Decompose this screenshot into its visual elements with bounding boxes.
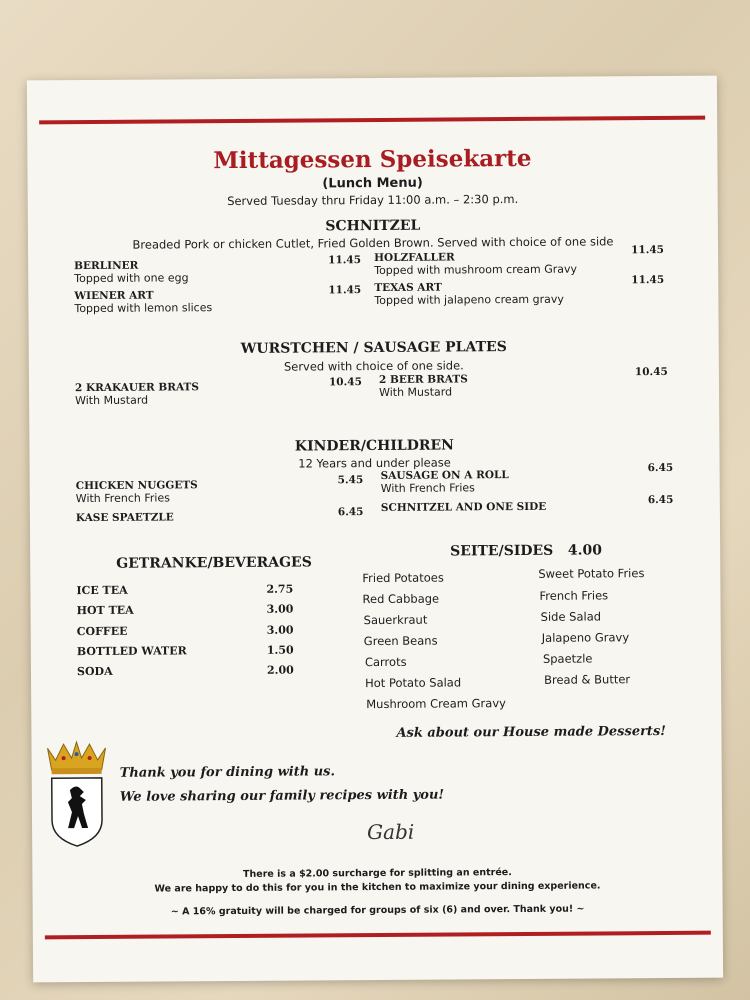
item-price: 10.45 — [634, 365, 668, 379]
gratuity-note: ~ A 16% gratuity will be charged for groups of six (6) and over. Thank you! ~ — [170, 903, 585, 918]
side-item: Green Beans — [363, 633, 438, 649]
menu-item: TEXAS ART Topped with jalapeno cream gravy — [374, 281, 564, 307]
item-price: 10.45 — [328, 376, 362, 389]
schnitzel-description: Breaded Pork or chicken Cutlet, Fried Golden Brown. Served with choice of one side — [132, 234, 614, 252]
schnitzel-heading: SCHNITZEL — [325, 217, 421, 235]
top-red-rule — [39, 116, 705, 125]
menu-item: KASE SPAETZLE — [75, 511, 174, 525]
sausage-description: Served with choice of one side. — [283, 358, 464, 374]
family-recipes-line: We love sharing our family recipes with you! — [119, 787, 445, 805]
beverage-row: HOT TEA 3.00 — [76, 602, 294, 618]
menu-item: SCHNITZEL AND ONE SIDE — [380, 500, 547, 514]
side-item: French Fries — [539, 588, 609, 603]
item-price: 6.45 — [337, 506, 364, 519]
beverage-row: SODA 2.00 — [76, 663, 294, 679]
sides-price: 4.00 — [567, 542, 603, 559]
item-price: 11.45 — [328, 284, 362, 297]
signature: Gabi — [367, 819, 415, 845]
menu-item: 2 BEER BRATS With Mustard — [378, 373, 468, 399]
menu-subtitle: (Lunch Menu) — [322, 175, 423, 192]
item-price: 6.45 — [647, 461, 674, 475]
side-item: Side Salad — [540, 609, 602, 624]
sides-heading: SEITE/SIDES 4.00 — [450, 542, 603, 560]
side-item: Fried Potatoes — [362, 570, 444, 586]
menu-title: Mittagessen Speisekarte — [213, 144, 532, 175]
kinder-description: 12 Years and under please — [298, 455, 451, 471]
beverage-row: ICE TEA 2.75 — [76, 582, 294, 598]
kinder-heading: KINDER/CHILDREN — [294, 437, 455, 455]
side-item: Mushroom Cream Gravy — [366, 696, 506, 712]
menu-item: 2 KRAKAUER BRATS With Mustard — [74, 381, 199, 408]
side-item: Carrots — [364, 654, 407, 670]
item-price: 5.45 — [337, 474, 364, 487]
kitchen-note: We are happy to do this for you in the kitchen to maximize your dining experience. — [154, 880, 601, 895]
desserts-note: Ask about our House made Desserts! — [396, 723, 667, 741]
menu-item: WIENER ART Topped with lemon slices — [74, 289, 213, 316]
beverage-row: BOTTLED WATER 1.50 — [76, 643, 294, 659]
menu-item: CHICKEN NUGGETS With French Fries — [75, 479, 198, 506]
side-item: Red Cabbage — [362, 591, 440, 607]
side-item: Sauerkraut — [363, 612, 428, 628]
item-price: 11.45 — [328, 254, 362, 267]
beverage-row: COFFEE 3.00 — [76, 623, 294, 639]
beverages-heading: GETRANKE/BEVERAGES — [116, 554, 312, 572]
serving-hours: Served Tuesday thru Friday 11:00 a.m. – 2:30 p.m. — [227, 191, 519, 209]
berlin-bear-crest-icon — [45, 740, 108, 850]
side-item: Bread & Butter — [544, 672, 631, 687]
menu-item: HOLZFALLER Topped with mushroom cream Gravy — [374, 251, 578, 277]
side-item: Sweet Potato Fries — [538, 566, 645, 581]
item-price: 11.45 — [631, 273, 665, 287]
menu-item: BERLINER Topped with one egg — [74, 259, 189, 286]
sausage-heading: WURSTCHEN / SAUSAGE PLATES — [240, 339, 507, 357]
item-price: 11.45 — [631, 243, 664, 257]
side-item: Spaetzle — [542, 651, 593, 666]
surcharge-note: There is a $2.00 surcharge for splitting an entrée. — [242, 867, 512, 880]
bottom-red-rule — [45, 931, 711, 940]
side-item: Jalapeno Gravy — [541, 630, 630, 645]
item-price: 6.45 — [647, 493, 674, 507]
thank-you-line: Thank you for dining with us. — [119, 764, 336, 781]
side-item: Hot Potato Salad — [365, 675, 462, 691]
menu-item: SAUSAGE ON A ROLL With French Fries — [380, 469, 509, 495]
menu-sheet — [27, 76, 723, 983]
